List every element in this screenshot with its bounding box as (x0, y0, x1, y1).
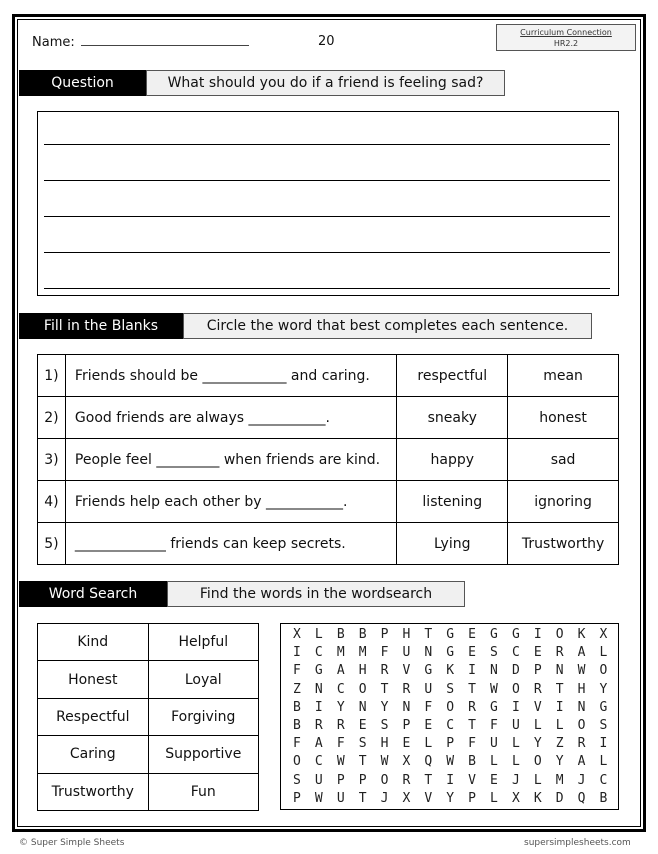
grid-row (286, 772, 618, 790)
grid-letter[interactable]: K (533, 790, 542, 806)
grid-letter[interactable]: W (490, 681, 498, 697)
row-number: 4) (38, 481, 66, 523)
grid-letter[interactable]: P (380, 627, 389, 642)
grid-letter[interactable]: I (314, 699, 323, 715)
grid-letter[interactable]: T (468, 717, 476, 733)
grid-letter[interactable]: P (402, 717, 411, 733)
grid-letter[interactable]: O (358, 681, 367, 697)
grid-letter[interactable]: T (380, 681, 389, 697)
grid-letter[interactable]: Y (380, 699, 389, 715)
grid-letter[interactable]: U (511, 717, 520, 733)
grid-letter[interactable]: T (468, 681, 476, 697)
grid-letter[interactable]: U (336, 790, 345, 806)
grid-letter[interactable]: A (336, 663, 345, 679)
word-list-item: Supportive (148, 736, 258, 773)
grid-letter[interactable]: S (293, 772, 301, 788)
grid-letter[interactable]: L (490, 754, 498, 770)
option-choice[interactable]: mean (508, 355, 619, 397)
word-list-item: Honest (38, 661, 149, 698)
grid-letter[interactable]: F (336, 736, 345, 752)
grid-row (286, 735, 618, 753)
fill-blanks-header (19, 313, 592, 339)
grid-letter[interactable]: V (402, 663, 411, 679)
grid-letter[interactable]: G (314, 663, 323, 679)
grid-row (286, 644, 618, 662)
grid-letter[interactable]: X (402, 754, 411, 770)
option-choice[interactable]: happy (397, 439, 508, 481)
grid-letter[interactable]: N (424, 645, 433, 661)
grid-letter[interactable]: F (380, 645, 389, 661)
grid-letter[interactable]: P (533, 663, 542, 679)
answer-line[interactable] (44, 180, 610, 181)
answer-line[interactable] (44, 252, 610, 253)
option-choice[interactable]: honest (508, 397, 619, 439)
grid-letter[interactable]: Q (577, 790, 586, 806)
grid-letter[interactable]: R (314, 717, 323, 733)
grid-letter[interactable]: G (446, 645, 455, 661)
grid-letter[interactable]: N (577, 699, 586, 715)
grid-row (286, 699, 618, 717)
grid-letter[interactable]: S (446, 681, 455, 697)
grid-row (286, 790, 618, 808)
grid-letter[interactable]: O (511, 681, 520, 697)
grid-letter[interactable]: O (380, 772, 389, 788)
row-number: 1) (38, 355, 66, 397)
grid-letter[interactable]: I (555, 699, 564, 715)
grid-letter[interactable]: U (314, 772, 323, 788)
grid-row (286, 626, 618, 644)
grid-letter[interactable]: E (358, 717, 367, 733)
fill-blanks-label: Fill in the Blanks (19, 313, 183, 339)
grid-letter[interactable]: I (293, 645, 301, 661)
grid-letter[interactable]: I (446, 772, 455, 788)
word-list-item: Trustworthy (38, 773, 149, 810)
grid-letter[interactable]: A (314, 736, 323, 752)
grid-letter[interactable]: B (358, 627, 367, 642)
grid-letter[interactable]: O (533, 754, 542, 770)
grid-letter[interactable]: W (336, 754, 345, 770)
grid-letter[interactable]: T (555, 681, 564, 697)
grid-letter[interactable]: B (336, 627, 345, 642)
grid-letter[interactable]: O (446, 699, 455, 715)
grid-letter[interactable]: R (533, 681, 542, 697)
grid-letter[interactable]: D (511, 663, 520, 679)
name-blank[interactable] (81, 34, 249, 46)
grid-row (286, 717, 618, 735)
grid-letter[interactable]: O (293, 754, 301, 770)
footer-website: supersimplesheets.com (524, 838, 631, 848)
grid-letter[interactable]: E (402, 736, 411, 752)
grid-letter[interactable]: X (599, 627, 608, 642)
answer-box[interactable] (37, 111, 619, 296)
word-list-row (38, 736, 259, 773)
word-list-item: Respectful (38, 698, 149, 735)
grid-letter[interactable]: E (490, 772, 498, 788)
fill-blanks-prompt: Circle the word that best completes each sentence. (183, 313, 592, 339)
grid-letter[interactable]: Z (293, 681, 301, 697)
table-row (38, 397, 619, 439)
grid-letter[interactable]: I (511, 699, 520, 715)
grid-letter[interactable]: O (599, 663, 608, 679)
row-number: 5) (38, 523, 66, 565)
grid-letter[interactable]: I (533, 627, 542, 642)
grid-letter[interactable]: K (577, 627, 586, 642)
table-row (38, 439, 619, 481)
table-row (38, 523, 619, 565)
grid-letter[interactable]: U (490, 736, 498, 752)
grid-letter[interactable]: F (293, 663, 301, 679)
grid-letter[interactable]: L (314, 627, 323, 642)
grid-letter[interactable]: N (402, 699, 411, 715)
grid-letter[interactable]: O (577, 717, 586, 733)
grid-letter[interactable]: A (577, 754, 586, 770)
sentence: _____________ friends can keep secrets. (65, 523, 397, 565)
grid-letter[interactable]: M (555, 772, 564, 788)
word-list-row (38, 698, 259, 735)
question-header (19, 70, 505, 96)
grid-letter[interactable]: V (533, 699, 542, 715)
grid-letter[interactable]: Y (336, 699, 345, 715)
grid-letter[interactable]: T (424, 627, 433, 642)
question-prompt: What should you do if a friend is feeling sad? (146, 70, 505, 96)
grid-letter[interactable]: J (380, 790, 389, 806)
grid-letter[interactable]: L (511, 754, 520, 770)
grid-letter[interactable]: R (402, 681, 411, 697)
row-number: 3) (38, 439, 66, 481)
grid-letter[interactable]: N (314, 681, 323, 697)
word-list-item: Loyal (148, 661, 258, 698)
grid-letter[interactable]: E (468, 645, 476, 661)
grid-letter[interactable]: R (336, 717, 345, 733)
grid-letter[interactable]: G (490, 627, 498, 642)
grid-letter[interactable]: L (490, 790, 498, 806)
grid-row (286, 753, 618, 771)
curriculum-connection-box (496, 24, 636, 51)
grid-letter[interactable]: W (446, 754, 455, 770)
grid-letter[interactable]: N (490, 663, 498, 679)
grid-letter[interactable]: X (511, 790, 520, 806)
footer-copyright: © Super Simple Sheets (19, 838, 125, 848)
option-choice[interactable]: ignoring (508, 481, 619, 523)
grid-letter[interactable]: N (358, 699, 367, 715)
grid-letter[interactable]: L (599, 754, 608, 770)
grid-letter[interactable]: R (402, 772, 411, 788)
grid-letter[interactable]: C (446, 717, 455, 733)
grid-letter[interactable]: R (555, 645, 564, 661)
grid-letter[interactable]: Q (424, 754, 433, 770)
table-row (38, 481, 619, 523)
grid-letter[interactable]: P (468, 790, 476, 806)
option-choice[interactable]: sad (508, 439, 619, 481)
grid-letter[interactable]: T (424, 772, 433, 788)
grid-letter[interactable]: P (336, 772, 345, 788)
grid-letter[interactable]: Y (555, 754, 564, 770)
fill-blanks-table (37, 354, 619, 565)
grid-letter[interactable]: V (468, 772, 476, 788)
grid-letter[interactable]: B (599, 790, 608, 806)
option-choice[interactable]: sneaky (397, 397, 508, 439)
word-list-item: Fun (148, 773, 258, 810)
question-label: Question (19, 70, 146, 96)
grid-letter[interactable]: H (380, 736, 389, 752)
grid-letter[interactable]: J (511, 772, 520, 788)
word-list-row (38, 624, 259, 661)
grid-letter[interactable]: U (424, 681, 433, 697)
sentence: People feel _________ when friends are kind. (65, 439, 397, 481)
grid-letter[interactable]: F (424, 699, 433, 715)
grid-letter[interactable]: A (577, 645, 586, 661)
grid-letter[interactable]: F (293, 736, 301, 752)
word-list-table (37, 623, 259, 811)
grid-letter[interactable]: R (577, 736, 586, 752)
word-search-label: Word Search (19, 581, 167, 607)
grid-letter[interactable]: P (446, 736, 455, 752)
grid-letter[interactable]: B (293, 717, 301, 733)
grid-letter[interactable]: K (446, 663, 455, 679)
grid-letter[interactable]: U (402, 645, 411, 661)
grid-letter[interactable]: G (599, 699, 608, 715)
option-choice[interactable]: Trustworthy (508, 523, 619, 565)
grid-letter[interactable]: X (402, 790, 411, 806)
grid-letter[interactable]: X (293, 627, 301, 642)
grid-letter[interactable]: S (599, 717, 608, 733)
grid-letter[interactable]: L (511, 736, 520, 752)
grid-letter[interactable]: V (424, 790, 433, 806)
grid-letter[interactable]: R (380, 663, 389, 679)
grid-letter[interactable]: Z (555, 736, 564, 752)
grid-letter[interactable]: G (511, 627, 520, 642)
grid-letter[interactable]: L (533, 717, 542, 733)
answer-line[interactable] (44, 144, 610, 145)
grid-letter[interactable]: P (293, 790, 301, 806)
word-search-header (19, 581, 465, 607)
word-search-grid[interactable] (280, 623, 619, 810)
grid-letter[interactable]: S (358, 736, 367, 752)
grid-row (286, 681, 618, 699)
grid-letter[interactable]: F (490, 717, 498, 733)
option-choice[interactable]: listening (397, 481, 508, 523)
grid-letter[interactable]: Y (446, 790, 455, 806)
sentence: Good friends are always ___________. (65, 397, 397, 439)
grid-letter[interactable]: S (380, 717, 389, 733)
grid-letter[interactable]: P (358, 772, 367, 788)
table-row (38, 355, 619, 397)
grid-row (286, 662, 618, 680)
grid-letter[interactable]: G (490, 699, 498, 715)
grid-letter[interactable]: I (599, 736, 608, 752)
grid-letter[interactable]: G (446, 627, 455, 642)
sentence: Friends should be ____________ and caring. (65, 355, 397, 397)
word-list-row (38, 773, 259, 810)
grid-letter[interactable]: C (599, 772, 608, 788)
grid-letter[interactable]: L (599, 645, 608, 661)
grid-letter[interactable]: L (533, 772, 542, 788)
grid-letter[interactable]: I (468, 663, 476, 679)
grid-letter[interactable]: L (424, 736, 433, 752)
answer-line[interactable] (44, 216, 610, 217)
word-list-item: Caring (38, 736, 149, 773)
grid-letter[interactable]: C (511, 645, 520, 661)
grid-letter[interactable]: H (402, 627, 411, 642)
grid-letter[interactable]: W (577, 663, 586, 679)
grid-letter[interactable]: M (358, 645, 367, 661)
word-search-prompt: Find the words in the wordsearch (167, 581, 465, 607)
grid-letter[interactable]: S (490, 645, 498, 661)
word-list-item: Kind (38, 624, 149, 661)
grid-letter[interactable]: W (314, 790, 323, 806)
grid-letter[interactable]: D (555, 790, 564, 806)
grid-letter[interactable]: W (380, 754, 389, 770)
grid-letter[interactable]: H (358, 663, 367, 679)
grid-letter[interactable]: J (577, 772, 586, 788)
answer-line[interactable] (44, 288, 610, 289)
grid-letter[interactable]: H (577, 681, 586, 697)
option-choice[interactable]: Lying (397, 523, 508, 565)
grid-letter[interactable]: T (358, 754, 367, 770)
grid-letter[interactable]: F (468, 736, 476, 752)
grid-letter[interactable]: Y (533, 736, 542, 752)
grid-letter[interactable]: L (555, 717, 564, 733)
grid-letter[interactable]: G (424, 663, 433, 679)
word-list-row (38, 661, 259, 698)
word-list-item: Forgiving (148, 698, 258, 735)
grid-letter[interactable]: T (358, 790, 367, 806)
sentence: Friends help each other by ___________. (65, 481, 397, 523)
grid-letter[interactable]: B (468, 754, 476, 770)
grid-letter[interactable]: E (424, 717, 433, 733)
name-label: Name: (32, 35, 75, 50)
grid-letter[interactable]: C (314, 645, 323, 661)
grid-letter[interactable]: R (468, 699, 476, 715)
grid-letter[interactable]: O (555, 627, 564, 642)
grid-letter[interactable]: C (314, 754, 323, 770)
curriculum-code: HR2.2 (553, 39, 579, 48)
grid-letter[interactable]: M (336, 645, 345, 661)
grid-letter[interactable]: B (293, 699, 301, 715)
curriculum-title: Curriculum Connection (520, 28, 612, 37)
grid-letter[interactable]: E (468, 627, 476, 642)
option-choice[interactable]: respectful (397, 355, 508, 397)
page-number: 20 (318, 34, 335, 49)
grid-letter[interactable]: E (533, 645, 542, 661)
grid-letter[interactable]: C (336, 681, 345, 697)
grid-letter[interactable]: N (555, 663, 564, 679)
grid-letter[interactable]: Y (599, 681, 608, 697)
word-list-item: Helpful (148, 624, 258, 661)
name-field[interactable] (32, 34, 249, 50)
row-number: 2) (38, 397, 66, 439)
